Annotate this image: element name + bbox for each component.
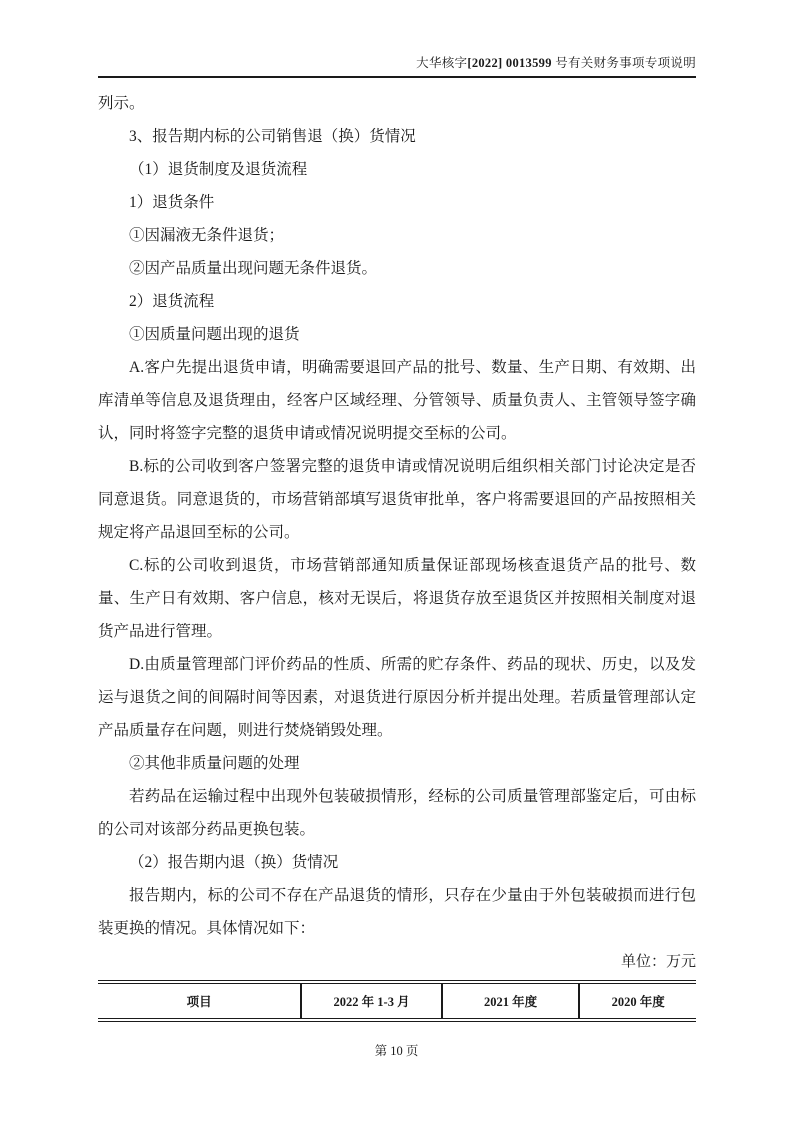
paragraph: 列示。 <box>98 95 145 112</box>
paragraph: 2）退货流程 <box>129 293 215 310</box>
page-header <box>98 55 696 78</box>
table-header-2020: 2020 年度 <box>579 982 696 1020</box>
paragraph: 若药品在运输过程中出现外包装破损情形，经标的公司质量管理部鉴定后，可由标的公司对该部分药品更换包装。 <box>98 788 696 838</box>
table-header-2022: 2022 年 1-3 月 <box>301 982 442 1020</box>
paragraph: ②其他非质量问题的处理 <box>129 755 300 772</box>
table-header-item: 项目 <box>186 995 212 1009</box>
page-number: 第 10 页 <box>374 1044 419 1058</box>
header-title-suffix: 号有关财务事项专项说明 <box>551 56 696 70</box>
paragraph: 报告期内，标的公司不存在产品退货的情形，只存在少量由于外包装破损而进行包装更换的情况。具体情况如下： <box>98 887 696 937</box>
paragraph: D.由质量管理部门评价药品的性质、所需的贮存条件、药品的现状、历史，以及发运与退货之间的间隔时间等因素，对退货进行原因分析并提出处理。若质量管理部认定产品质量存在问题，则进行焚烧销毁处理。 <box>98 656 696 739</box>
paragraph: ①因漏液无条件退货； <box>129 227 285 244</box>
paragraph: 3、报告期内标的公司销售退（换）货情况 <box>129 128 416 145</box>
paragraph: A.客户先提出退货申请，明确需要退回产品的批号、数量、生产日期、有效期、出库清单等信息及退货理由，经客户区域经理、分管领导、质量负责人、主管领导签字确认，同时将签字完整的退货申请或情况说明提交至标的公司。 <box>98 359 696 442</box>
paragraph: 1）退货条件 <box>129 194 215 211</box>
unit-note: 单位：万元 <box>620 954 696 970</box>
header-title-number: [2022] 0013599 <box>467 56 552 70</box>
return-exchange-table <box>98 980 696 1022</box>
paragraph: B.标的公司收到客户签署完整的退货申请或情况说明后组织相关部门讨论决定是否同意退货。同意退货的，市场营销部填写退货审批单，客户将需要退回的产品按照相关规定将产品退回至标的公司。 <box>98 458 696 541</box>
paragraph: ②因产品质量出现问题无条件退货。 <box>129 260 378 277</box>
paragraph: C.标的公司收到退货，市场营销部通知质量保证部现场核查退货产品的批号、数量、生产日有效期、客户信息，核对无误后，将退货存放至退货区并按照相关制度对退货产品进行管理。 <box>98 557 696 640</box>
paragraph: ①因质量问题出现的退货 <box>129 326 300 343</box>
paragraph: （1）退货制度及退货流程 <box>129 161 308 178</box>
paragraph: （2）报告期内退（换）货情况 <box>129 854 339 871</box>
document-body <box>98 87 696 1022</box>
table-header-2021: 2021 年度 <box>442 982 580 1020</box>
header-title-prefix: 大华核字 <box>416 56 468 70</box>
table-header-row <box>98 982 696 1020</box>
